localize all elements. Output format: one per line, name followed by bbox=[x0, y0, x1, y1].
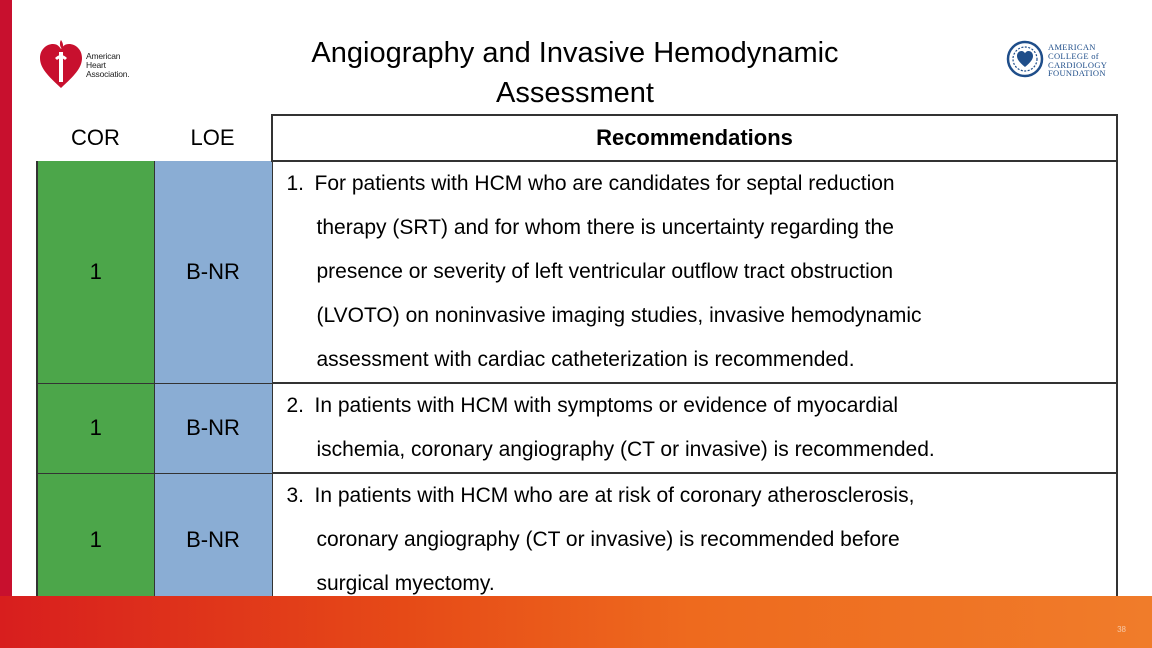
recommendation-line: In patients with HCM who are at risk of coronary atherosclerosis, bbox=[314, 484, 915, 507]
header-cor: COR bbox=[37, 115, 154, 161]
recommendation-cell bbox=[272, 383, 1117, 473]
bottom-gradient-band bbox=[0, 596, 1152, 648]
header-recommendations: Recommendations bbox=[272, 115, 1117, 161]
acc-foundation-logo bbox=[1006, 40, 1116, 82]
acc-wordmark: AMERICAN COLLEGE of CARDIOLOGY FOUNDATION bbox=[1048, 42, 1108, 79]
recommendation-number: 1. bbox=[286, 172, 305, 195]
aha-heart-torch-icon bbox=[38, 38, 84, 92]
recommendation-line: ischemia, coronary angiography (CT or invasive) is recommended. bbox=[316, 438, 935, 461]
left-accent-stripe bbox=[0, 0, 12, 648]
aha-wordmark: American Heart Association. bbox=[86, 51, 130, 79]
loe-cell: B-NR bbox=[154, 473, 272, 607]
recommendation-cell bbox=[272, 161, 1117, 383]
recommendation-number: 2. bbox=[286, 394, 305, 417]
recommendation-line: coronary angiography (CT or invasive) is recommended before bbox=[316, 528, 900, 551]
cor-cell: 1 bbox=[37, 161, 154, 383]
recommendation-number: 3. bbox=[286, 484, 305, 507]
recommendation-line: For patients with HCM who are candidates for septal reduction bbox=[314, 172, 895, 195]
recommendation-line: In patients with HCM with symptoms or evidence of myocardial bbox=[314, 394, 899, 417]
recommendation-line: presence or severity of left ventricular outflow tract obstruction bbox=[316, 260, 894, 283]
recommendations-table bbox=[36, 114, 1118, 608]
cor-cell: 1 bbox=[37, 473, 154, 607]
loe-cell: B-NR bbox=[154, 161, 272, 383]
table-header-row bbox=[37, 115, 1117, 161]
slide-title-line-1: Angiography and Invasive Hemodynamic bbox=[311, 37, 839, 69]
recommendation-line: assessment with cardiac catheterization is recommended. bbox=[316, 348, 855, 371]
recommendation-line: surgical myectomy. bbox=[316, 572, 495, 595]
table-row bbox=[37, 383, 1117, 473]
acc-seal-icon bbox=[1006, 40, 1044, 78]
cor-cell: 1 bbox=[37, 383, 154, 473]
table-row bbox=[37, 473, 1117, 607]
loe-cell: B-NR bbox=[154, 383, 272, 473]
header-loe: LOE bbox=[154, 115, 272, 161]
aha-logo bbox=[38, 38, 148, 92]
page-number: 38 bbox=[1117, 625, 1126, 634]
recommendation-line: (LVOTO) on noninvasive imaging studies, invasive hemodynamic bbox=[316, 304, 922, 327]
table-row bbox=[37, 161, 1117, 383]
slide-title bbox=[230, 33, 920, 113]
recommendation-line: therapy (SRT) and for whom there is uncertainty regarding the bbox=[316, 216, 894, 239]
recommendation-cell bbox=[272, 473, 1117, 607]
slide-title-line-2: Assessment bbox=[496, 77, 654, 109]
